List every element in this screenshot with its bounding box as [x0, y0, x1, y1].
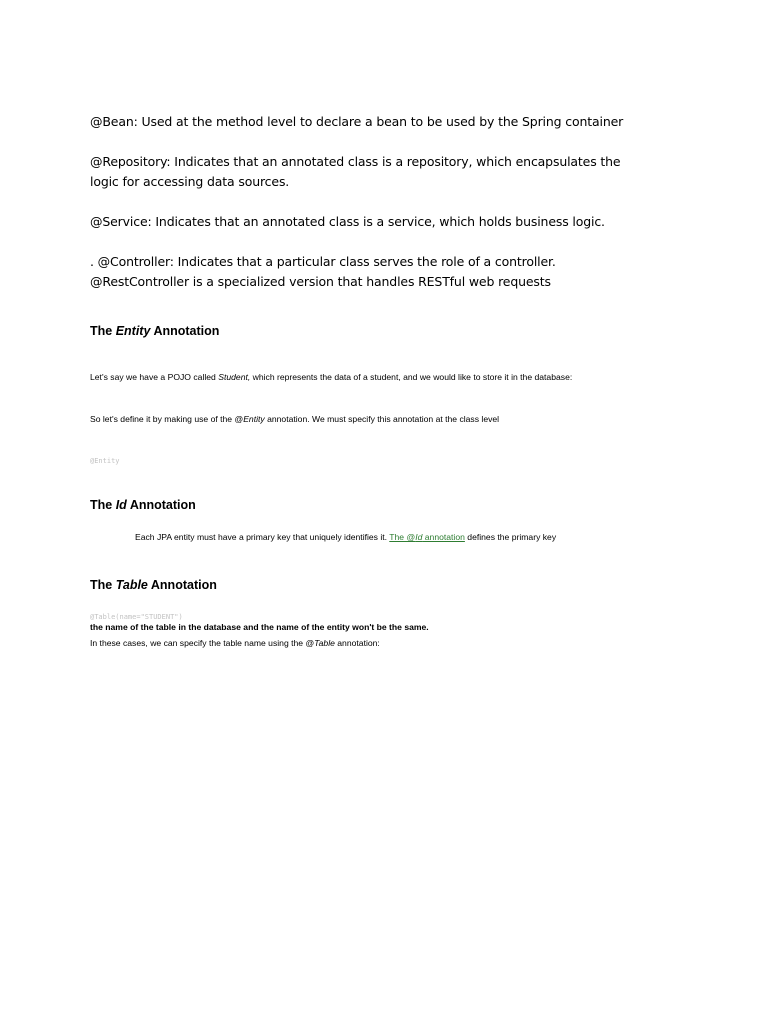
- controller-paragraph: . @Controller: Indicates that a particular class serves the role of a controller. @RestController is a specialized version that handles RESTful web requests: [90, 254, 556, 289]
- entity-define-paragraph: So let's define it by making use of the @Entity annotation. We must specify this annotation at the class level: [90, 414, 500, 424]
- bean-paragraph: @Bean: Used at the method level to declare a bean to be used by the Spring container: [90, 114, 624, 129]
- service-paragraph: @Service: Indicates that an annotated class is a service, which holds business logic.: [90, 214, 605, 229]
- id-heading: The Id Annotation: [90, 498, 196, 512]
- entity-heading: The Entity Annotation: [90, 324, 220, 338]
- entity-intro-paragraph: Let's say we have a POJO called Student, which represents the data of a student, and we would like to store it in the database:: [90, 372, 573, 382]
- entity-code-snippet: @Entity: [90, 457, 120, 465]
- table-heading: The Table Annotation: [90, 578, 217, 592]
- id-annotation-link[interactable]: The @Id annotation: [389, 532, 465, 542]
- id-paragraph: Each JPA entity must have a primary key that uniquely identifies it. The @Id annotation defines the primary key: [135, 532, 557, 542]
- repository-paragraph: @Repository: Indicates that an annotated class is a repository, which encapsulates the logic for accessing data sources.: [90, 154, 621, 189]
- table-paragraph: In these cases, we can specify the table name using the @Table annotation:: [90, 638, 380, 648]
- table-bold-line: the name of the table in the database and the name of the entity won't be the same.: [90, 622, 429, 632]
- table-code-snippet: @Table(name="STUDENT"): [90, 613, 183, 621]
